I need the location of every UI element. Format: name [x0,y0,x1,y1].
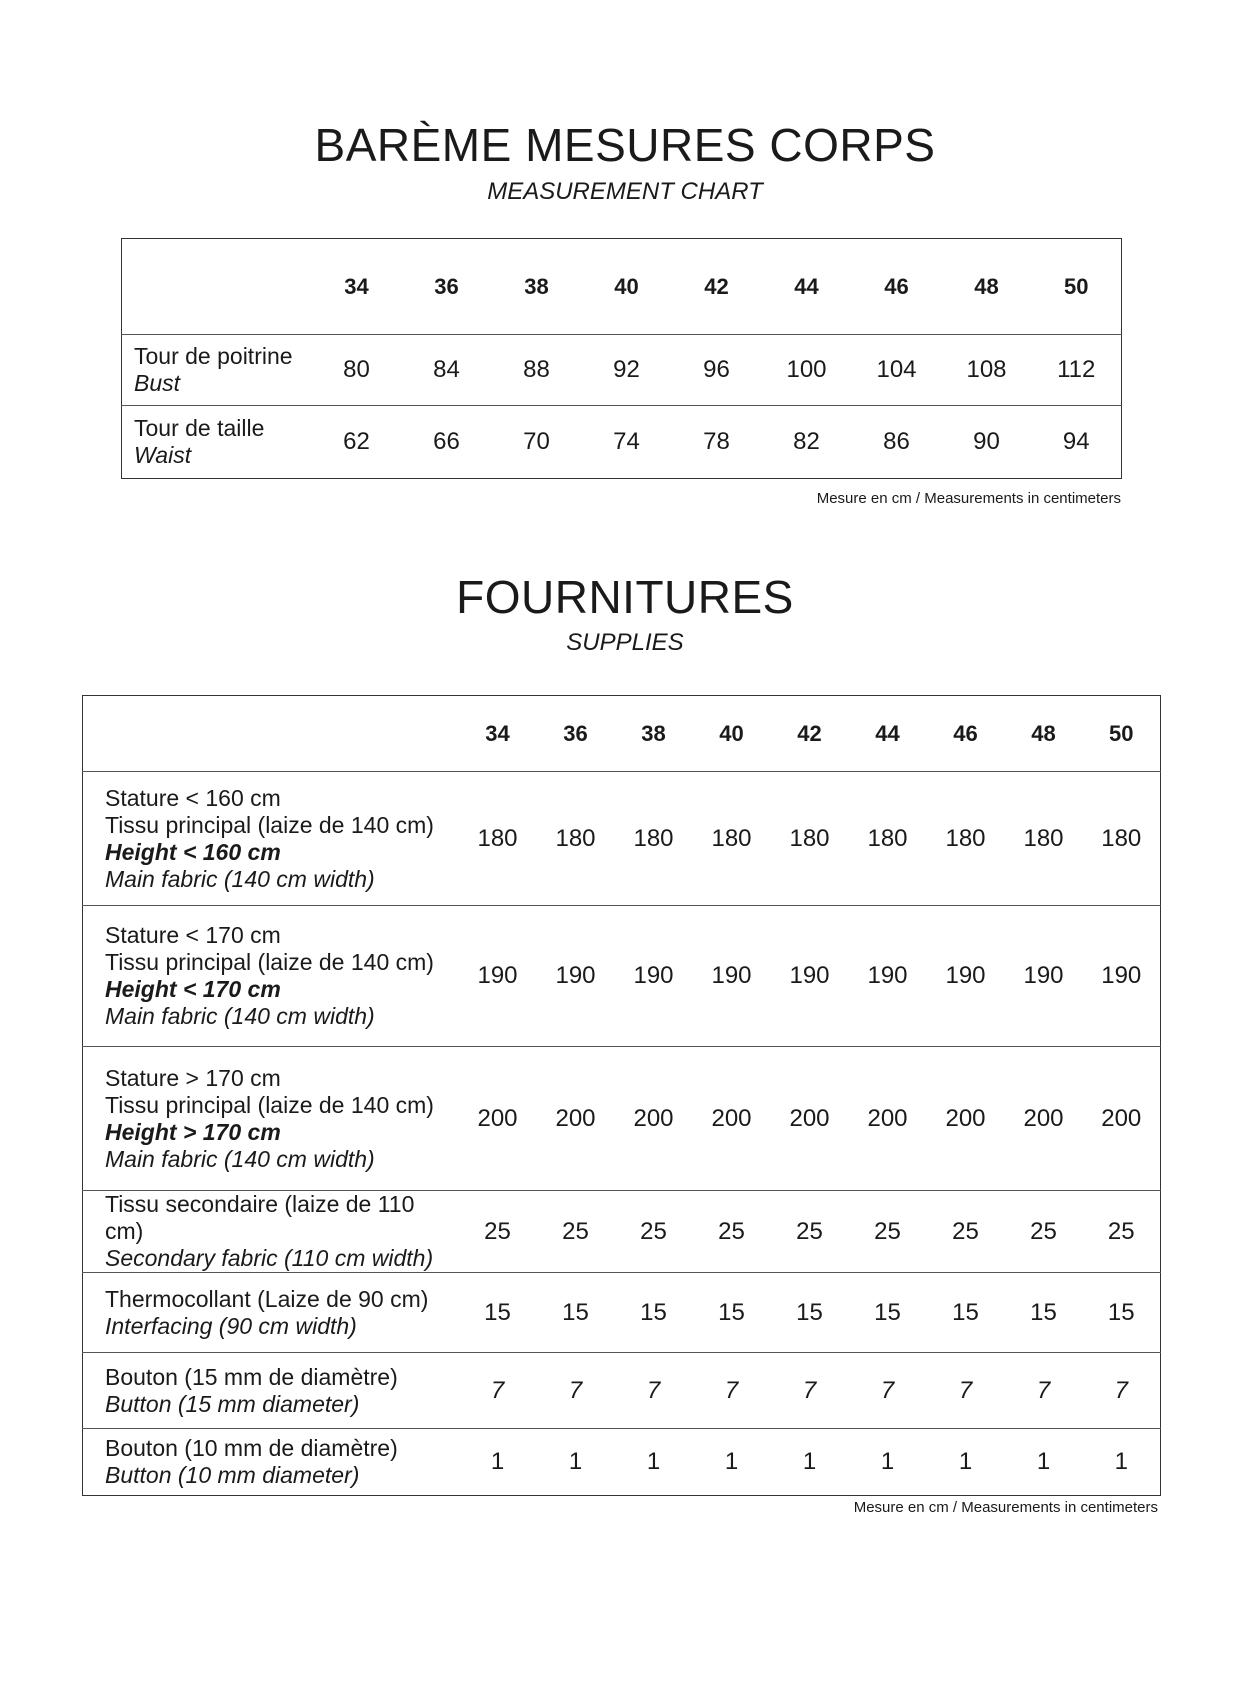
cell-value: 84 [402,335,492,406]
cell-value: 112 [1032,335,1122,406]
row-label [122,335,312,406]
cell-value: 7 [927,1353,1005,1429]
measurement-subtitle: MEASUREMENT CHART [487,178,763,205]
cell-value: 190 [693,906,771,1047]
cell-value: 1 [459,1429,537,1496]
row-label-en: Button (10 mm diameter) [105,1462,360,1488]
size-header: 42 [704,273,729,299]
cell-value: 74 [582,406,672,479]
size-header: 34 [485,720,510,746]
row-label-fr: Tissu principal (laize de 140 cm) [105,811,434,838]
cell-value: 15 [849,1273,927,1353]
cell-value: 1 [1005,1429,1083,1496]
cell-value: 1 [537,1429,615,1496]
row-label-fr: Thermocollant (Laize de 90 cm) [105,1285,429,1312]
cell-value: 66 [402,406,492,479]
table-row [122,406,1122,479]
size-header: 40 [719,720,744,746]
cell-value: 25 [1083,1191,1161,1273]
cell-value: 15 [615,1273,693,1353]
header-corner [83,696,459,772]
row-label-en: Button (15 mm diameter) [105,1390,360,1417]
row-label-fr: Tour de taille [134,415,265,441]
cell-value: 180 [1005,772,1083,906]
row-label-en: Bust [134,370,181,396]
cell-value: 200 [849,1047,927,1191]
cell-value: 62 [312,406,402,479]
row-label-fr: Bouton (10 mm de diamètre) [105,1435,398,1461]
cell-value: 90 [942,406,1032,479]
row-label-fr: Tissu principal (laize de 140 cm) [105,949,434,975]
row-label-fr: Tour de poitrine [134,343,293,369]
cell-value: 190 [1083,906,1161,1047]
row-label-fr: Stature > 170 cm [105,1064,281,1091]
measurement-header-row [122,239,1122,335]
table-row [83,906,1161,1047]
row-label-en: Main fabric (140 cm width) [105,1145,375,1172]
supplies-note: Mesure en cm / Measurements in centimeters [853,1499,1158,1516]
row-label-en: Waist [134,442,192,468]
cell-value: 104 [852,335,942,406]
cell-value: 92 [582,335,672,406]
cell-value: 180 [615,772,693,906]
cell-value: 1 [1083,1429,1161,1496]
size-header: 50 [1064,273,1089,299]
cell-value: 15 [459,1273,537,1353]
row-label [83,1429,459,1496]
cell-value: 180 [537,772,615,906]
cell-value: 7 [771,1353,849,1429]
row-label-fr: Tissu secondaire (laize de 110 cm) [105,1191,415,1244]
cell-value: 190 [537,906,615,1047]
cell-value: 108 [942,335,1032,406]
cell-value: 1 [771,1429,849,1496]
measurement-title: BARÈME MESURES CORPS [314,119,936,171]
row-label-en: Main fabric (140 cm width) [105,865,375,892]
cell-value: 25 [615,1191,693,1273]
measurement-table [121,238,1122,479]
table-row [83,1353,1161,1429]
row-label-en: Interfacing (90 cm width) [105,1312,357,1339]
row-label [83,1353,459,1429]
cell-value: 15 [771,1273,849,1353]
cell-value: 190 [849,906,927,1047]
size-header: 46 [884,273,909,299]
size-header: 48 [974,273,999,299]
cell-value: 190 [459,906,537,1047]
row-label [83,1273,459,1353]
cell-value: 7 [459,1353,537,1429]
size-header: 50 [1109,720,1134,746]
cell-value: 180 [771,772,849,906]
table-row [83,1273,1161,1353]
row-label-fr: Stature < 170 cm [105,922,281,948]
cell-value: 190 [771,906,849,1047]
cell-value: 25 [771,1191,849,1273]
row-label [83,772,459,906]
table-row [83,1429,1161,1496]
row-label-fr: Tissu principal (laize de 140 cm) [105,1091,434,1118]
row-label-en: Main fabric (140 cm width) [105,1003,375,1029]
cell-value: 25 [849,1191,927,1273]
cell-value: 1 [927,1429,1005,1496]
cell-value: 7 [693,1353,771,1429]
cell-value: 200 [693,1047,771,1191]
cell-value: 94 [1032,406,1122,479]
cell-value: 70 [492,406,582,479]
size-header: 38 [641,720,666,746]
row-label [122,406,312,479]
cell-value: 200 [615,1047,693,1191]
cell-value: 1 [615,1429,693,1496]
size-header: 48 [1031,720,1056,746]
cell-value: 190 [615,906,693,1047]
cell-value: 25 [1005,1191,1083,1273]
table-row [83,1191,1161,1273]
cell-value: 25 [927,1191,1005,1273]
row-label [83,1191,459,1273]
cell-value: 15 [1083,1273,1161,1353]
size-header: 44 [875,720,900,746]
cell-value: 180 [693,772,771,906]
cell-value: 190 [1005,906,1083,1047]
cell-value: 25 [693,1191,771,1273]
cell-value: 100 [762,335,852,406]
table-row [122,335,1122,406]
cell-value: 190 [927,906,1005,1047]
cell-value: 200 [537,1047,615,1191]
row-label-en: Height > 170 cm [105,1118,281,1145]
size-header: 36 [434,273,459,299]
cell-value: 15 [1005,1273,1083,1353]
supplies-subtitle: SUPPLIES [566,629,684,656]
cell-value: 1 [849,1429,927,1496]
table-row [83,1047,1161,1191]
cell-value: 86 [852,406,942,479]
size-header: 34 [344,273,369,299]
cell-value: 15 [693,1273,771,1353]
cell-value: 200 [771,1047,849,1191]
cell-value: 7 [537,1353,615,1429]
cell-value: 7 [849,1353,927,1429]
cell-value: 200 [927,1047,1005,1191]
cell-value: 96 [672,335,762,406]
cell-value: 180 [1083,772,1161,906]
cell-value: 88 [492,335,582,406]
cell-value: 78 [672,406,762,479]
cell-value: 25 [459,1191,537,1273]
supplies-table [82,695,1161,1496]
size-header: 40 [614,273,639,299]
supplies-header-row [83,696,1161,772]
size-header: 42 [797,720,822,746]
cell-value: 25 [537,1191,615,1273]
cell-value: 15 [537,1273,615,1353]
cell-value: 82 [762,406,852,479]
cell-value: 180 [849,772,927,906]
header-corner [122,239,312,335]
cell-value: 1 [693,1429,771,1496]
supplies-title: FOURNITURES [456,571,794,623]
cell-value: 200 [459,1047,537,1191]
cell-value: 200 [1083,1047,1161,1191]
table-row [83,772,1161,906]
cell-value: 7 [1083,1353,1161,1429]
size-header: 44 [794,273,819,299]
cell-value: 15 [927,1273,1005,1353]
row-label [83,906,459,1047]
cell-value: 80 [312,335,402,406]
cell-value: 7 [1005,1353,1083,1429]
cell-value: 200 [1005,1047,1083,1191]
row-label-en: Secondary fabric (110 cm width) [105,1245,434,1271]
size-header: 36 [563,720,588,746]
cell-value: 180 [459,772,537,906]
measurement-note: Mesure en cm / Measurements in centimeters [816,490,1121,507]
size-header: 38 [524,273,549,299]
row-label-fr: Bouton (15 mm de diamètre) [105,1363,398,1390]
row-label [83,1047,459,1191]
size-header: 46 [953,720,978,746]
row-label-en: Height < 170 cm [105,976,281,1002]
row-label-fr: Stature < 160 cm [105,784,281,811]
cell-value: 180 [927,772,1005,906]
row-label-en: Height < 160 cm [105,838,281,865]
cell-value: 7 [615,1353,693,1429]
